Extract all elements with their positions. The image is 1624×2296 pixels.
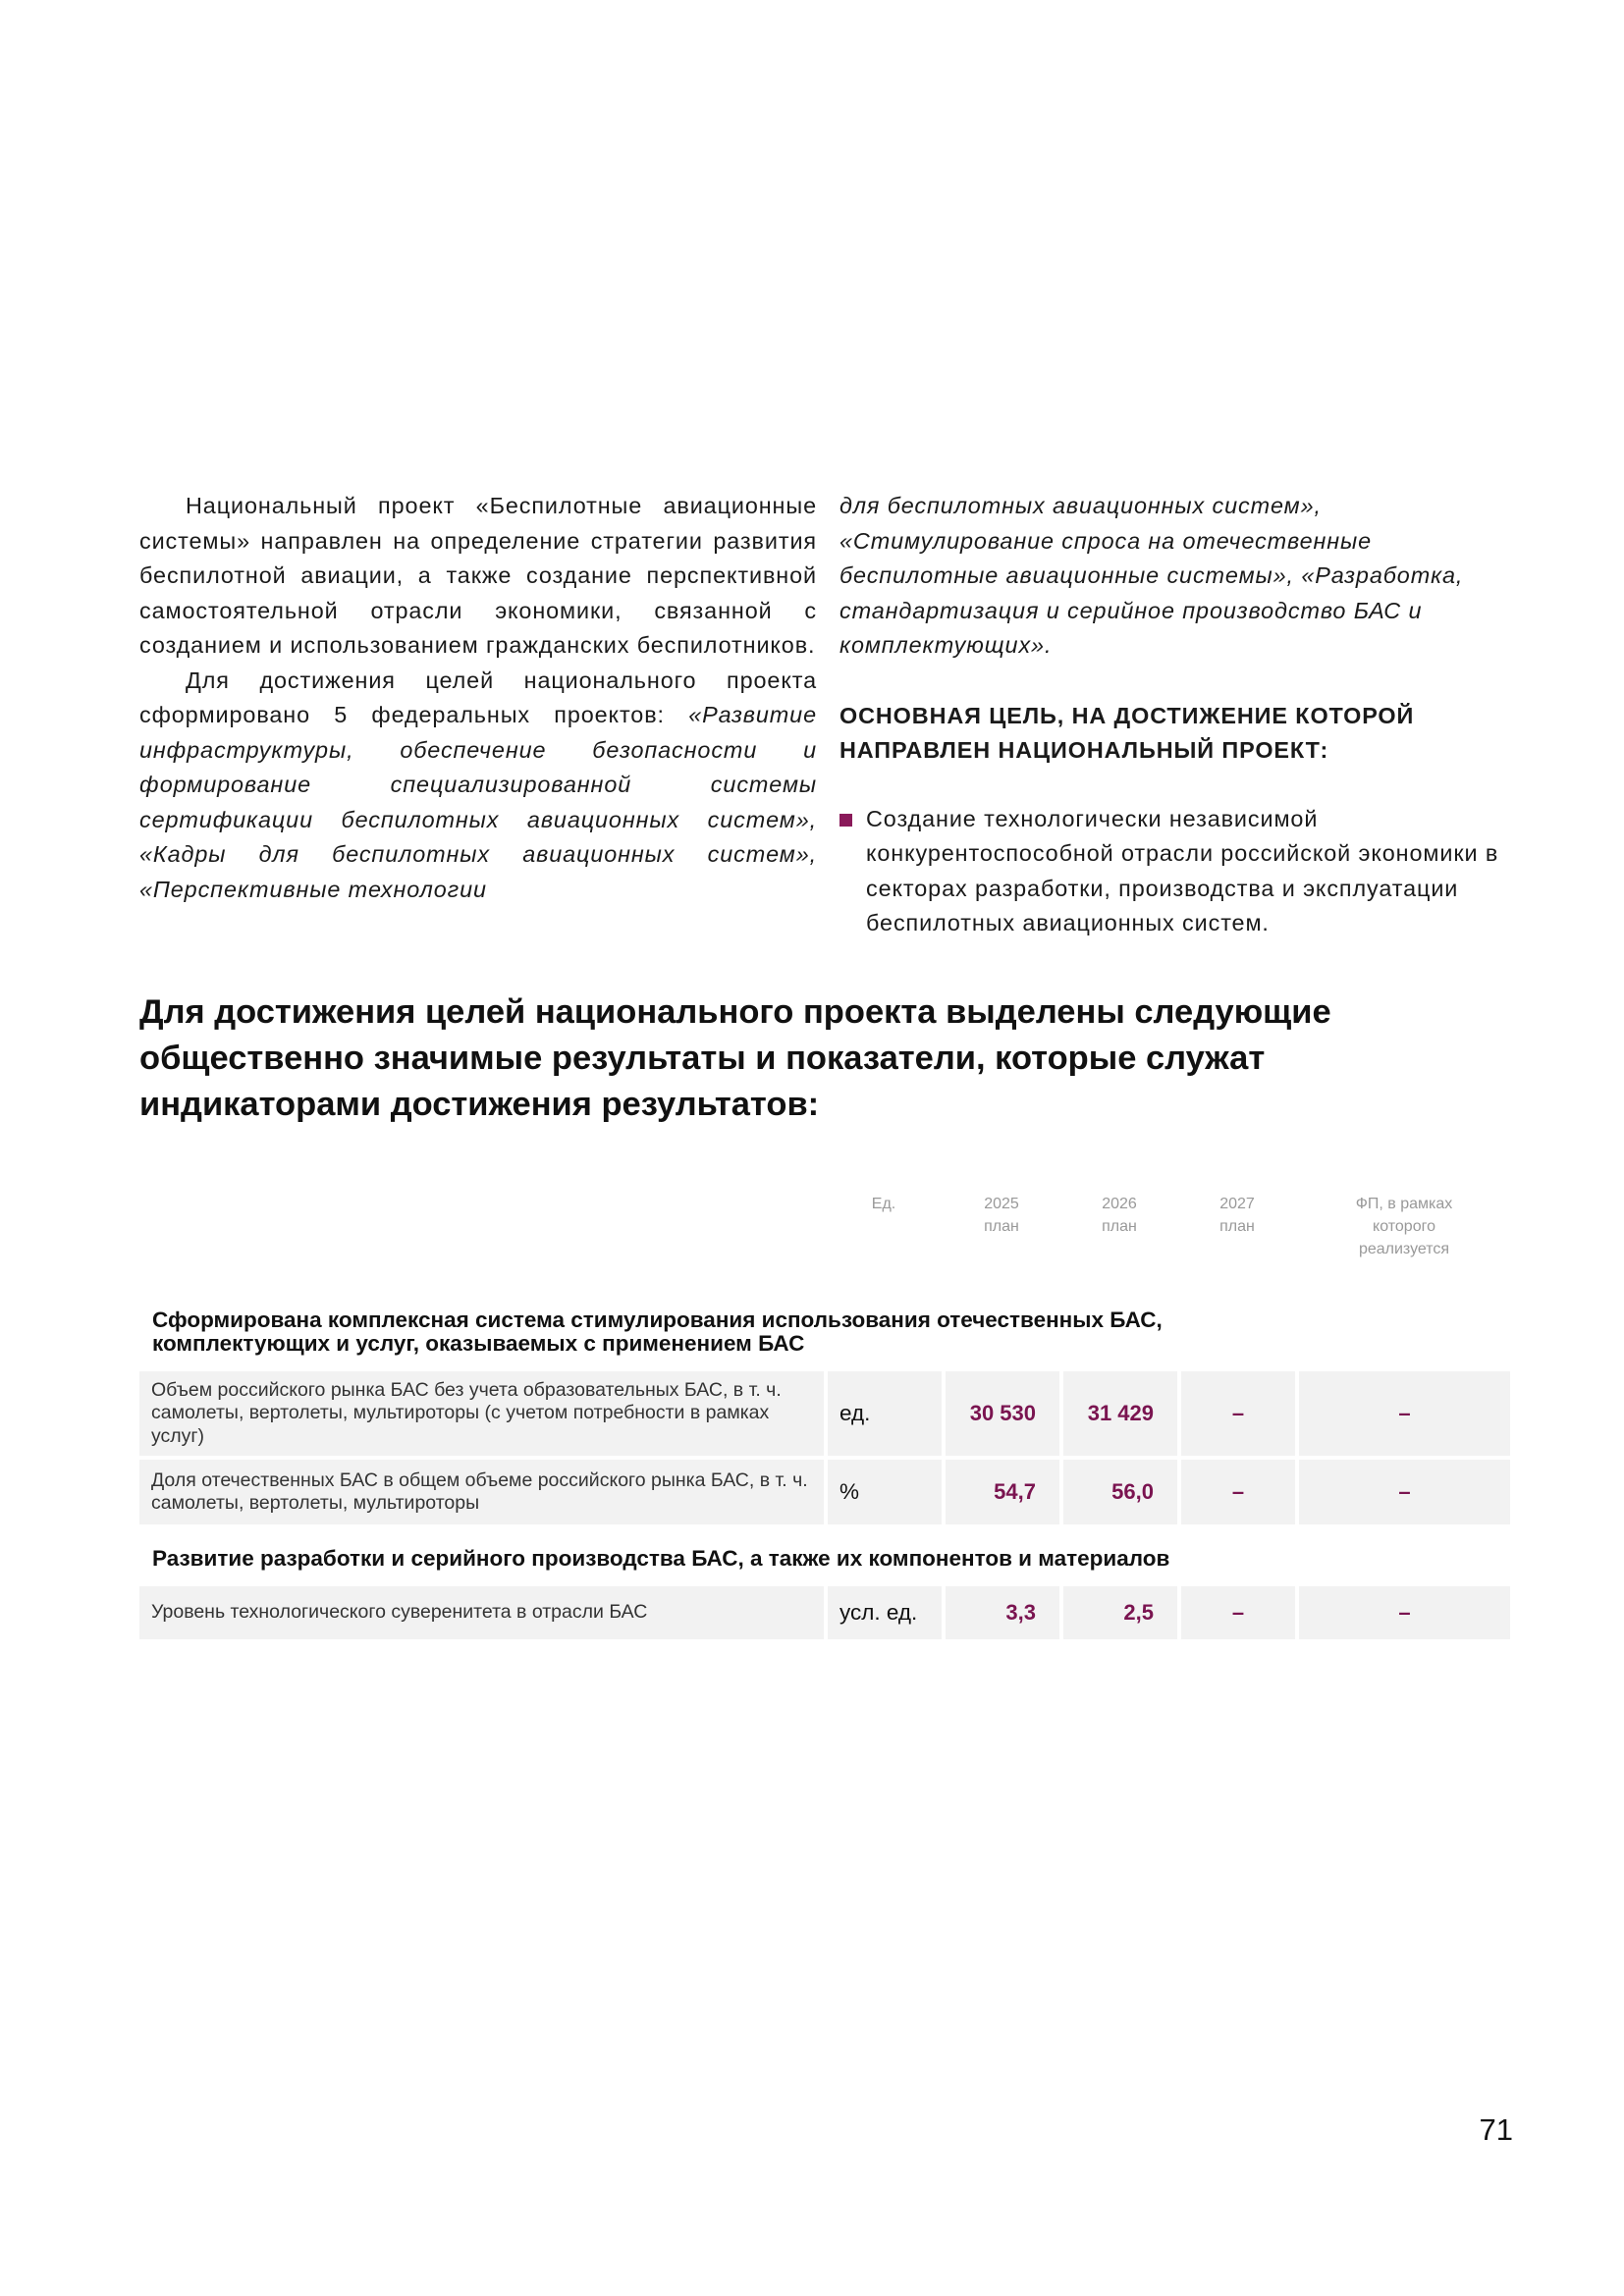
square-bullet-icon [839, 814, 852, 827]
column-header-unit: Ед. [871, 1196, 896, 1212]
federal-projects-list-continued: для беспилотных авиационных систем», «Стимулирование спроса на отечественные беспилотные авиационные системы», «Разработка, стандартизация и серийное производство БАС и комплектующих». [839, 493, 1464, 658]
value-2026: 2,5 [1063, 1586, 1177, 1639]
indicator-name: Доля отечественных БАС в общем объеме российского рынка БАС, в т. ч. самолеты, вертолеты, мультироторы [139, 1460, 824, 1524]
group-title-2: Развитие разработки и серийного производства БАС, а также их компонентов и материалов [152, 1546, 1170, 1571]
table-row [139, 1460, 1510, 1524]
indicator-unit: % [828, 1460, 942, 1524]
intro-paragraph-1: Национальный проект «Беспилотные авиационные системы» направлен на определение стратегии развития беспилотной авиации, а также создание перспективной самостоятельной отрасли экономики, связанной с созданием и использованием гражданских беспилотников. [139, 493, 817, 658]
value-2027: – [1181, 1371, 1295, 1456]
value-2026: 31 429 [1063, 1371, 1177, 1456]
page-number: 71 [1479, 2112, 1513, 2147]
value-2027: – [1181, 1460, 1295, 1524]
value-2025: 30 530 [946, 1371, 1059, 1456]
table-row [139, 1371, 1510, 1456]
intro-left-column [139, 489, 817, 907]
goal-item [839, 802, 1517, 941]
value-2027: – [1181, 1586, 1295, 1639]
column-header-federal-project: ФП, в рамках которого реализуется [1355, 1196, 1453, 1257]
table-row [139, 1586, 1510, 1639]
intro-right-column [839, 489, 1517, 941]
column-header-2026: 2026 план [1102, 1196, 1137, 1235]
value-2025: 3,3 [946, 1586, 1059, 1639]
value-federal-project: – [1299, 1586, 1510, 1639]
intro-paragraph-2-lead: Для достижения целей национального проекта сформировано 5 федеральных проектов: [139, 667, 817, 727]
indicator-unit: ед. [828, 1371, 942, 1456]
column-header-2025: 2025 план [984, 1196, 1019, 1235]
intro-paragraph-2 [139, 664, 817, 908]
goal-item-text: Создание технологически независимой конкурентоспособной отрасли российской экономики в секторах разработки, производства и эксплуатации беспилотных авиационных систем. [866, 805, 1499, 935]
indicator-name: Уровень технологического суверенитета в отрасли БАС [139, 1586, 824, 1639]
indicator-name: Объем российского рынка БАС без учета образовательных БАС, в т. ч. самолеты, вертолеты, мультироторы (с учетом потребности в рамках услуг) [139, 1371, 824, 1456]
indicator-unit: усл. ед. [828, 1586, 942, 1639]
value-federal-project: – [1299, 1460, 1510, 1524]
section-title: Для достижения целей национального проекта выделены следующие общественно значимые результаты и показатели, которые служат индикаторами достижения результатов: [139, 993, 1331, 1123]
column-header-2027: 2027 план [1219, 1196, 1255, 1235]
federal-projects-list: «Развитие инфраструктуры, обеспечение безопасности и формирование специализированной системы сертификации беспилотных авиационных систем», «Кадры для беспилотных авиационных систем», «Перспективные технологии [139, 702, 817, 902]
group-title-1: Сформирована комплексная система стимулирования использования отечественных БАС, комплектующих и услуг, оказываемых с применением БАС [152, 1308, 1163, 1356]
value-federal-project: – [1299, 1371, 1510, 1456]
value-2025: 54,7 [946, 1460, 1059, 1524]
value-2026: 56,0 [1063, 1460, 1177, 1524]
goal-heading: ОСНОВНАЯ ЦЕЛЬ, НА ДОСТИЖЕНИЕ КОТОРОЙ НАПРАВЛЕН НАЦИОНАЛЬНЫЙ ПРОЕКТ: [839, 702, 1415, 763]
